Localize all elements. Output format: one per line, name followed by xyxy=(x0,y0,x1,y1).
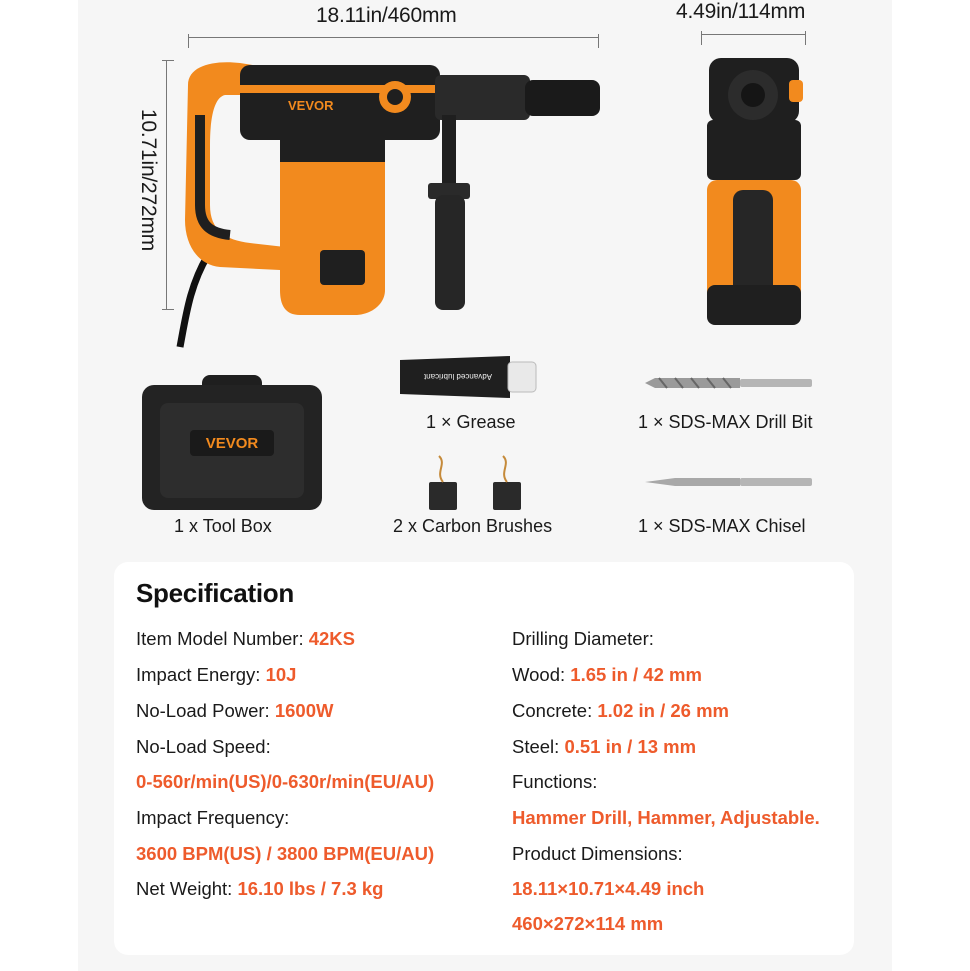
length-dimension-label: 18.11in/460mm xyxy=(316,4,457,27)
chisel-label: 1 × SDS-MAX Chisel xyxy=(638,516,806,536)
spec-steel-row xyxy=(512,736,696,758)
carbon-brushes-label: 2 x Carbon Brushes xyxy=(393,516,553,536)
spec-power-value: 1600W xyxy=(274,700,334,721)
spec-concrete-row xyxy=(512,700,729,722)
drill-brand-logo: VEVOR xyxy=(288,98,334,113)
mode-dial-center xyxy=(387,89,403,105)
power-cable xyxy=(180,255,208,347)
spec-model-value: 42KS xyxy=(308,628,356,649)
height-dimension-label: 10.71in/272mm xyxy=(137,108,160,252)
length-dimension-tick-left xyxy=(188,34,189,48)
grease-tube-cap xyxy=(508,362,536,392)
spec-wood-label: Wood: xyxy=(512,664,571,685)
spec-concrete-value: 1.02 in / 26 mm xyxy=(597,700,729,721)
spec-drilling-label: Drilling Diameter: xyxy=(512,628,654,649)
grease-tube-text: Advanced lubricant xyxy=(423,372,493,381)
motor-vents xyxy=(320,250,365,285)
spec-speed-label: No-Load Speed: xyxy=(136,736,271,757)
width-dimension-line xyxy=(701,34,806,35)
carbon-brush-left-wire xyxy=(439,456,443,482)
drill-bit-label: 1 × SDS-MAX Drill Bit xyxy=(638,412,813,432)
grease-label: 1 × Grease xyxy=(426,412,516,432)
chuck xyxy=(525,80,600,116)
spec-dimensions-label: Product Dimensions: xyxy=(512,843,683,864)
spec-model-row xyxy=(136,628,355,650)
spec-impact-energy-row xyxy=(136,664,296,686)
carbon-brush-right xyxy=(493,482,521,510)
side-handle-rod xyxy=(442,115,456,190)
width-dimension-label: 4.49in/114mm xyxy=(676,0,806,23)
spec-concrete-label: Concrete: xyxy=(512,700,598,721)
width-dimension-tick-right xyxy=(805,31,806,45)
carbon-brush-right-wire xyxy=(503,456,507,482)
grease-tube-image xyxy=(400,352,545,402)
width-dimension-tick-left xyxy=(701,31,702,45)
front-chuck-bore xyxy=(741,83,765,107)
spec-dimensions-mm: 460×272×114 mm xyxy=(512,913,664,934)
barrel xyxy=(435,75,530,120)
spec-weight-row xyxy=(136,878,383,900)
spec-steel-value: 0.51 in / 13 mm xyxy=(564,736,697,757)
chisel-tip xyxy=(645,478,740,486)
tool-box-logo: VEVOR xyxy=(205,435,259,452)
spec-power-label: No-Load Power: xyxy=(136,700,275,721)
spec-title: Specification xyxy=(136,578,294,608)
length-dimension-line xyxy=(188,37,599,38)
left-margin xyxy=(0,0,78,971)
spec-impact-energy-label: Impact Energy: xyxy=(136,664,266,685)
height-dimension-line xyxy=(166,60,167,310)
carbon-brushes-image xyxy=(425,452,535,514)
carbon-brush-left xyxy=(429,482,457,510)
spec-weight-value: 16.10 lbs / 7.3 kg xyxy=(237,878,384,899)
front-base xyxy=(707,285,801,325)
motor-collar xyxy=(280,140,385,162)
tool-box-image xyxy=(142,375,322,510)
motor-housing xyxy=(280,140,385,315)
tool-box-label: 1 x Tool Box xyxy=(174,516,272,536)
spec-power-row xyxy=(136,700,333,722)
side-handle-grip xyxy=(435,195,465,310)
rotary-hammer-side-view xyxy=(170,55,610,350)
spec-impact-energy-value: 10J xyxy=(265,664,297,685)
spec-frequency-label: Impact Frequency: xyxy=(136,807,290,828)
spec-weight-label: Net Weight: xyxy=(136,878,238,899)
specification-card xyxy=(114,562,854,955)
handle-grip xyxy=(200,115,230,235)
front-dial xyxy=(789,80,803,102)
spec-speed-value: 0-560r/min(US)/0-630r/min(EU/AU) xyxy=(136,771,435,792)
spec-functions-value: Hammer Drill, Hammer, Adjustable. xyxy=(512,807,820,828)
chisel-shank xyxy=(740,478,812,486)
spec-model-label: Item Model Number: xyxy=(136,628,309,649)
spec-dimensions-inch: 18.11×10.71×4.49 inch xyxy=(512,878,705,899)
drill-bit-shank xyxy=(740,379,812,387)
spec-frequency-value: 3600 BPM(US) / 3800 BPM(EU/AU) xyxy=(136,843,435,864)
chisel-image xyxy=(645,474,813,490)
front-collar xyxy=(707,120,801,180)
drill-bit-image xyxy=(645,375,813,391)
length-dimension-tick-right xyxy=(598,34,599,48)
right-margin xyxy=(892,0,970,971)
spec-functions-label: Functions: xyxy=(512,771,598,792)
spec-wood-value: 1.65 in / 42 mm xyxy=(570,664,702,685)
spec-wood-row xyxy=(512,664,702,686)
rotary-hammer-front-view xyxy=(695,50,815,330)
spec-steel-label: Steel: xyxy=(512,736,565,757)
